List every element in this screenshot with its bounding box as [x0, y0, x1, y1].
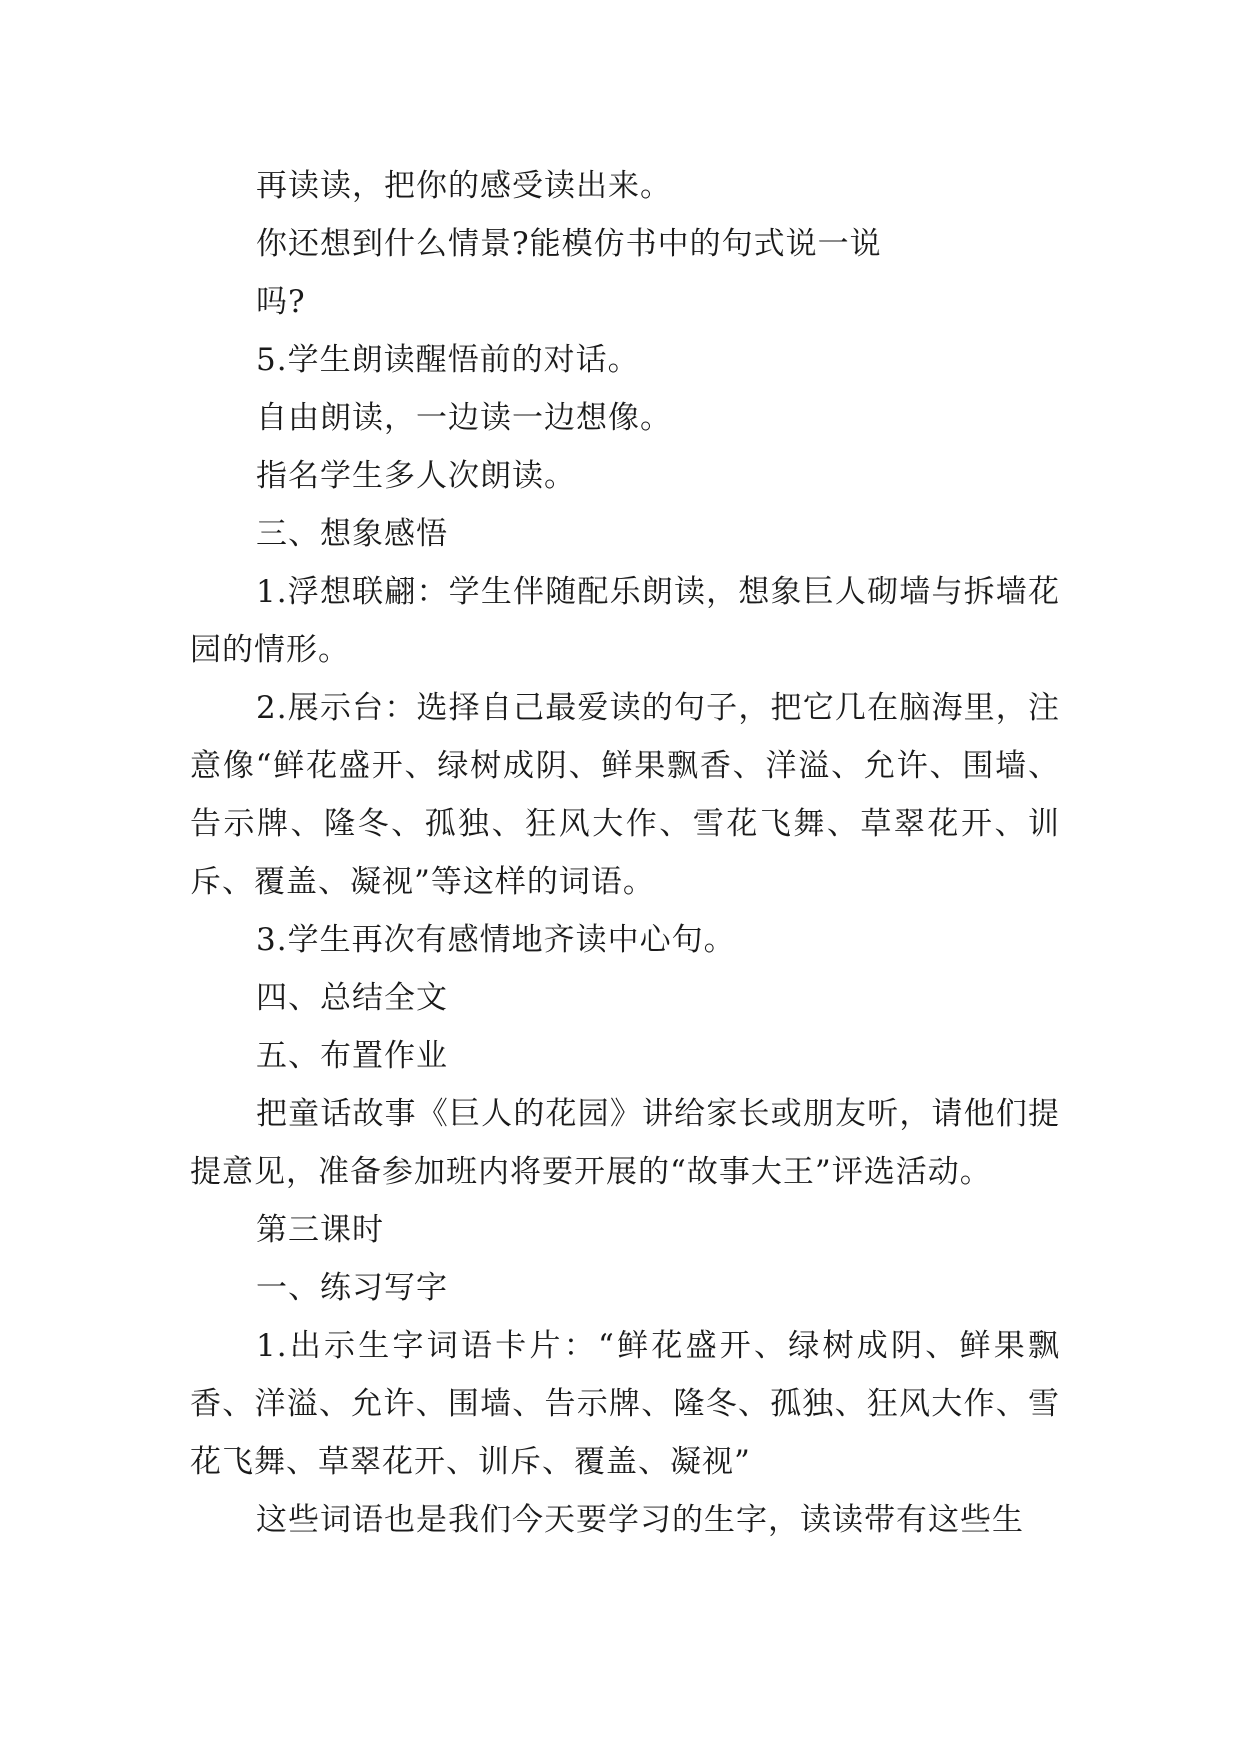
- paragraph: 1.浮想联翩：学生伴随配乐朗读，想象巨人砌墙与拆墙花园的情形。: [190, 574, 1060, 668]
- section-heading: 五、布置作业: [256, 1038, 448, 1074]
- paragraph: 2.展示台：选择自己最爱读的句子，把它几在脑海里，注意像“鲜花盛开、绿树成阴、鲜果飘香、洋溢、允许、围墙、告示牌、隆冬、孤独、狂风大作、雪花飞舞、草翠花开、训斥、覆盖、凝视”等这样的词语。: [190, 690, 1060, 900]
- paragraph: 吗?: [256, 284, 306, 320]
- paragraph: 指名学生多人次朗读。: [256, 458, 576, 494]
- section-heading: 三、想象感悟: [256, 516, 448, 552]
- paragraph: 3.学生再次有感情地齐读中心句。: [256, 922, 736, 958]
- paragraph: 再读读，把你的感受读出来。: [256, 168, 672, 204]
- paragraph: 自由朗读，一边读一边想像。: [256, 400, 672, 436]
- lesson-heading: 第三课时: [256, 1212, 384, 1248]
- paragraph: 1.出示生字词语卡片：“鲜花盛开、绿树成阴、鲜果飘香、洋溢、允许、围墙、告示牌、隆冬、孤独、狂风大作、雪花飞舞、草翠花开、训斥、覆盖、凝视”: [190, 1328, 1060, 1480]
- document-body: [190, 157, 1060, 1549]
- paragraph: 把童话故事《巨人的花园》讲给家长或朋友听，请他们提提意见，准备参加班内将要开展的“故事大王”评选活动。: [190, 1096, 1060, 1190]
- paragraph: 这些词语也是我们今天要学习的生字，读读带有这些生: [256, 1502, 1024, 1538]
- paragraph: 你还想到什么情景?能模仿书中的句式说一说: [256, 226, 882, 262]
- section-heading: 一、练习写字: [256, 1270, 448, 1306]
- section-heading: 四、总结全文: [256, 980, 448, 1016]
- paragraph: 5.学生朗读醒悟前的对话。: [256, 342, 640, 378]
